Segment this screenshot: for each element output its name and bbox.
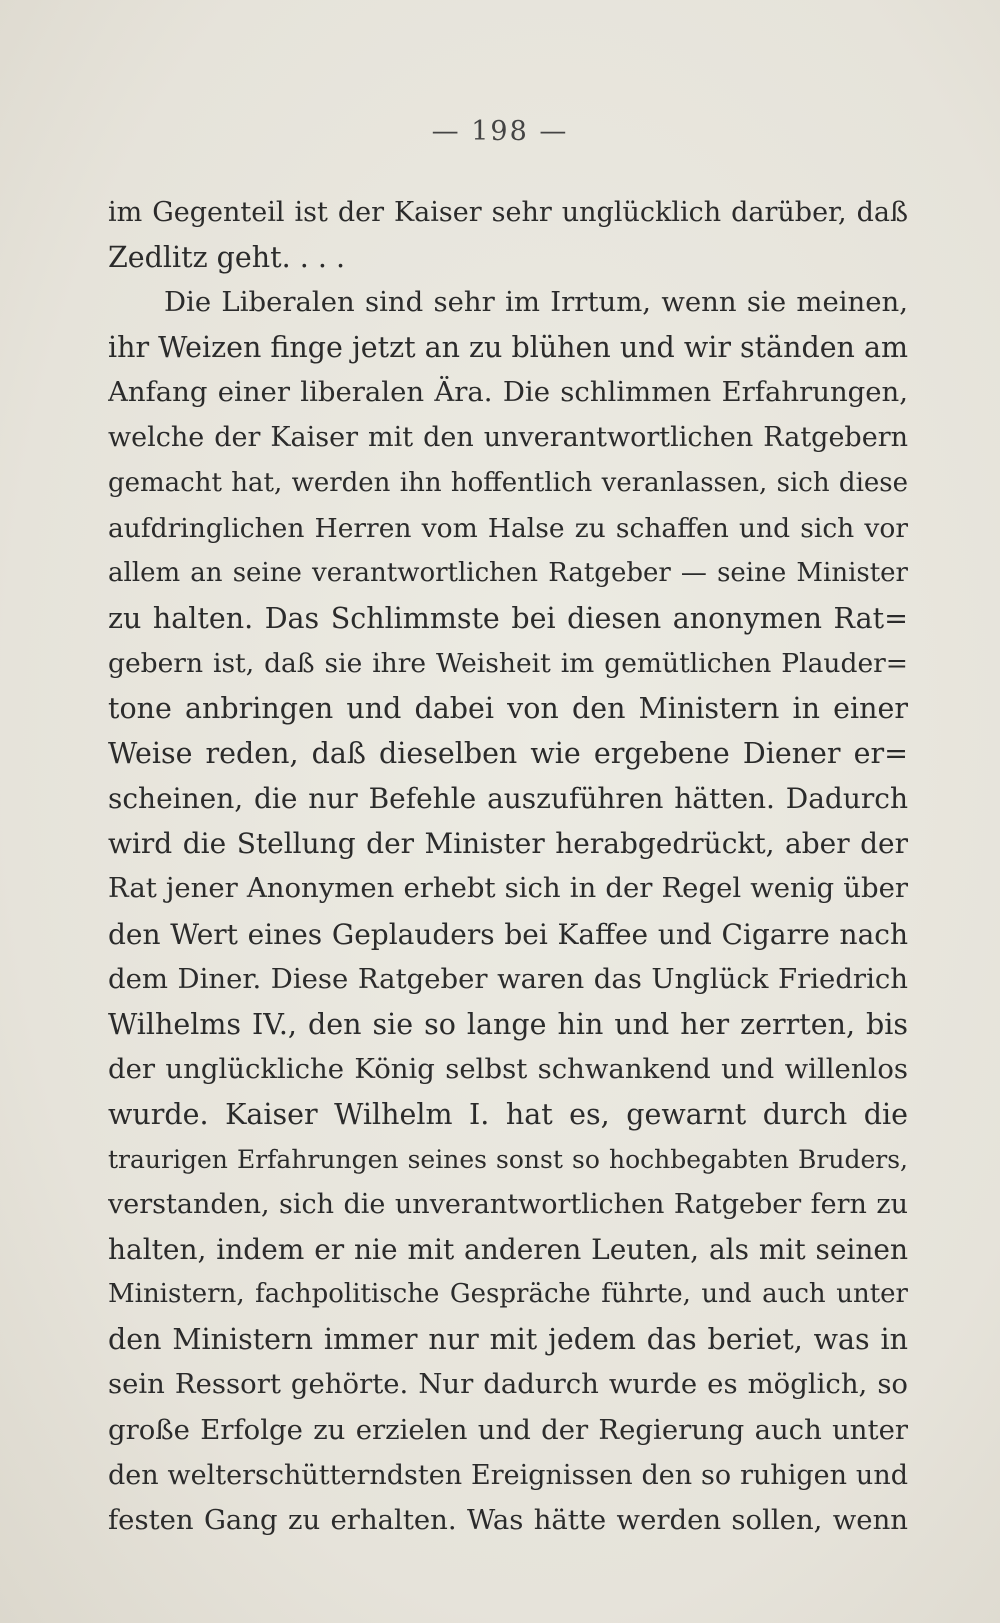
text-line: im Gegenteil ist der Kaiser sehr unglücklich darüber, daß bbox=[108, 197, 908, 228]
text-line: Ministern, fachpolitische Gespräche führte, und auch unter bbox=[108, 1279, 908, 1310]
text-line: aufdringlichen Herren vom Halse zu schaffen und sich vor bbox=[108, 512, 908, 544]
text-line: festen Gang zu erhalten. Was hätte werden sollen, wenn bbox=[108, 1503, 908, 1536]
text-line: wird die Stellung der Minister herabgedrückt, aber der bbox=[108, 827, 908, 861]
page-number: — 198 — bbox=[431, 116, 569, 147]
text-line: der unglückliche König selbst schwankend und willenlos bbox=[108, 1052, 908, 1085]
text-line: Anfang einer liberalen Ära. Die schlimmen Erfahrungen, bbox=[108, 376, 908, 409]
text-line: tone anbringen und dabei von den Ministern in einer bbox=[108, 692, 908, 726]
text-line: Rat jener Anonymen erhebt sich in der Regel wenig über bbox=[108, 872, 908, 905]
text-line: den Ministern immer nur mit jedem das beriet, was in bbox=[108, 1323, 908, 1357]
text-line: scheinen, die nur Befehle auszuführen hätten. Dadurch bbox=[108, 782, 908, 816]
text-line: allem an seine verantwortlichen Ratgeber — seine Minister bbox=[108, 557, 908, 588]
text-line: den Wert eines Geplauders bei Kaffee und Cigarre nach bbox=[108, 917, 908, 951]
text-line: Zedlitz geht. . . . bbox=[108, 241, 346, 275]
text-line: gebern ist, daß sie ihre Weisheit im gemütlichen Plauder= bbox=[108, 647, 908, 679]
text-line: dem Diner. Diese Ratgeber waren das Unglück Friedrich bbox=[108, 962, 908, 995]
text-line: Weise reden, daß dieselben wie ergebene Diener er= bbox=[108, 737, 908, 771]
body-text bbox=[108, 190, 908, 1543]
text-line: verstanden, sich die unverantwortlichen Ratgeber fern zu bbox=[108, 1189, 908, 1221]
text-line: den welterschütterndsten Ereignissen den so ruhigen und bbox=[108, 1459, 908, 1491]
text-line: gemacht hat, werden ihn hoffentlich veranlassen, sich diese bbox=[108, 467, 908, 498]
text-line: zu halten. Das Schlimmste bei diesen anonymen Rat= bbox=[108, 601, 908, 635]
text-line: sein Ressort gehörte. Nur dadurch wurde es möglich, so bbox=[108, 1368, 908, 1401]
text-line: ihr Weizen finge jetzt an zu blühen und wir ständen am bbox=[108, 331, 908, 365]
text-line: Die Liberalen sind sehr im Irrtum, wenn sie meinen, bbox=[164, 286, 908, 319]
text-line: traurigen Erfahrungen seines sonst so hochbegabten Bruders, bbox=[108, 1144, 908, 1174]
text-line: Wilhelms IV., den sie so lange hin und her zerrten, bis bbox=[108, 1007, 908, 1041]
text-line: wurde. Kaiser Wilhelm I. hat es, gewarnt durch die bbox=[108, 1097, 908, 1131]
text-line: welche der Kaiser mit den unverantwortlichen Ratgebern bbox=[108, 422, 908, 454]
text-line: große Erfolge zu erzielen und der Regierung auch unter bbox=[108, 1413, 908, 1446]
text-line: halten, indem er nie mit anderen Leuten, als mit seinen bbox=[108, 1233, 908, 1267]
